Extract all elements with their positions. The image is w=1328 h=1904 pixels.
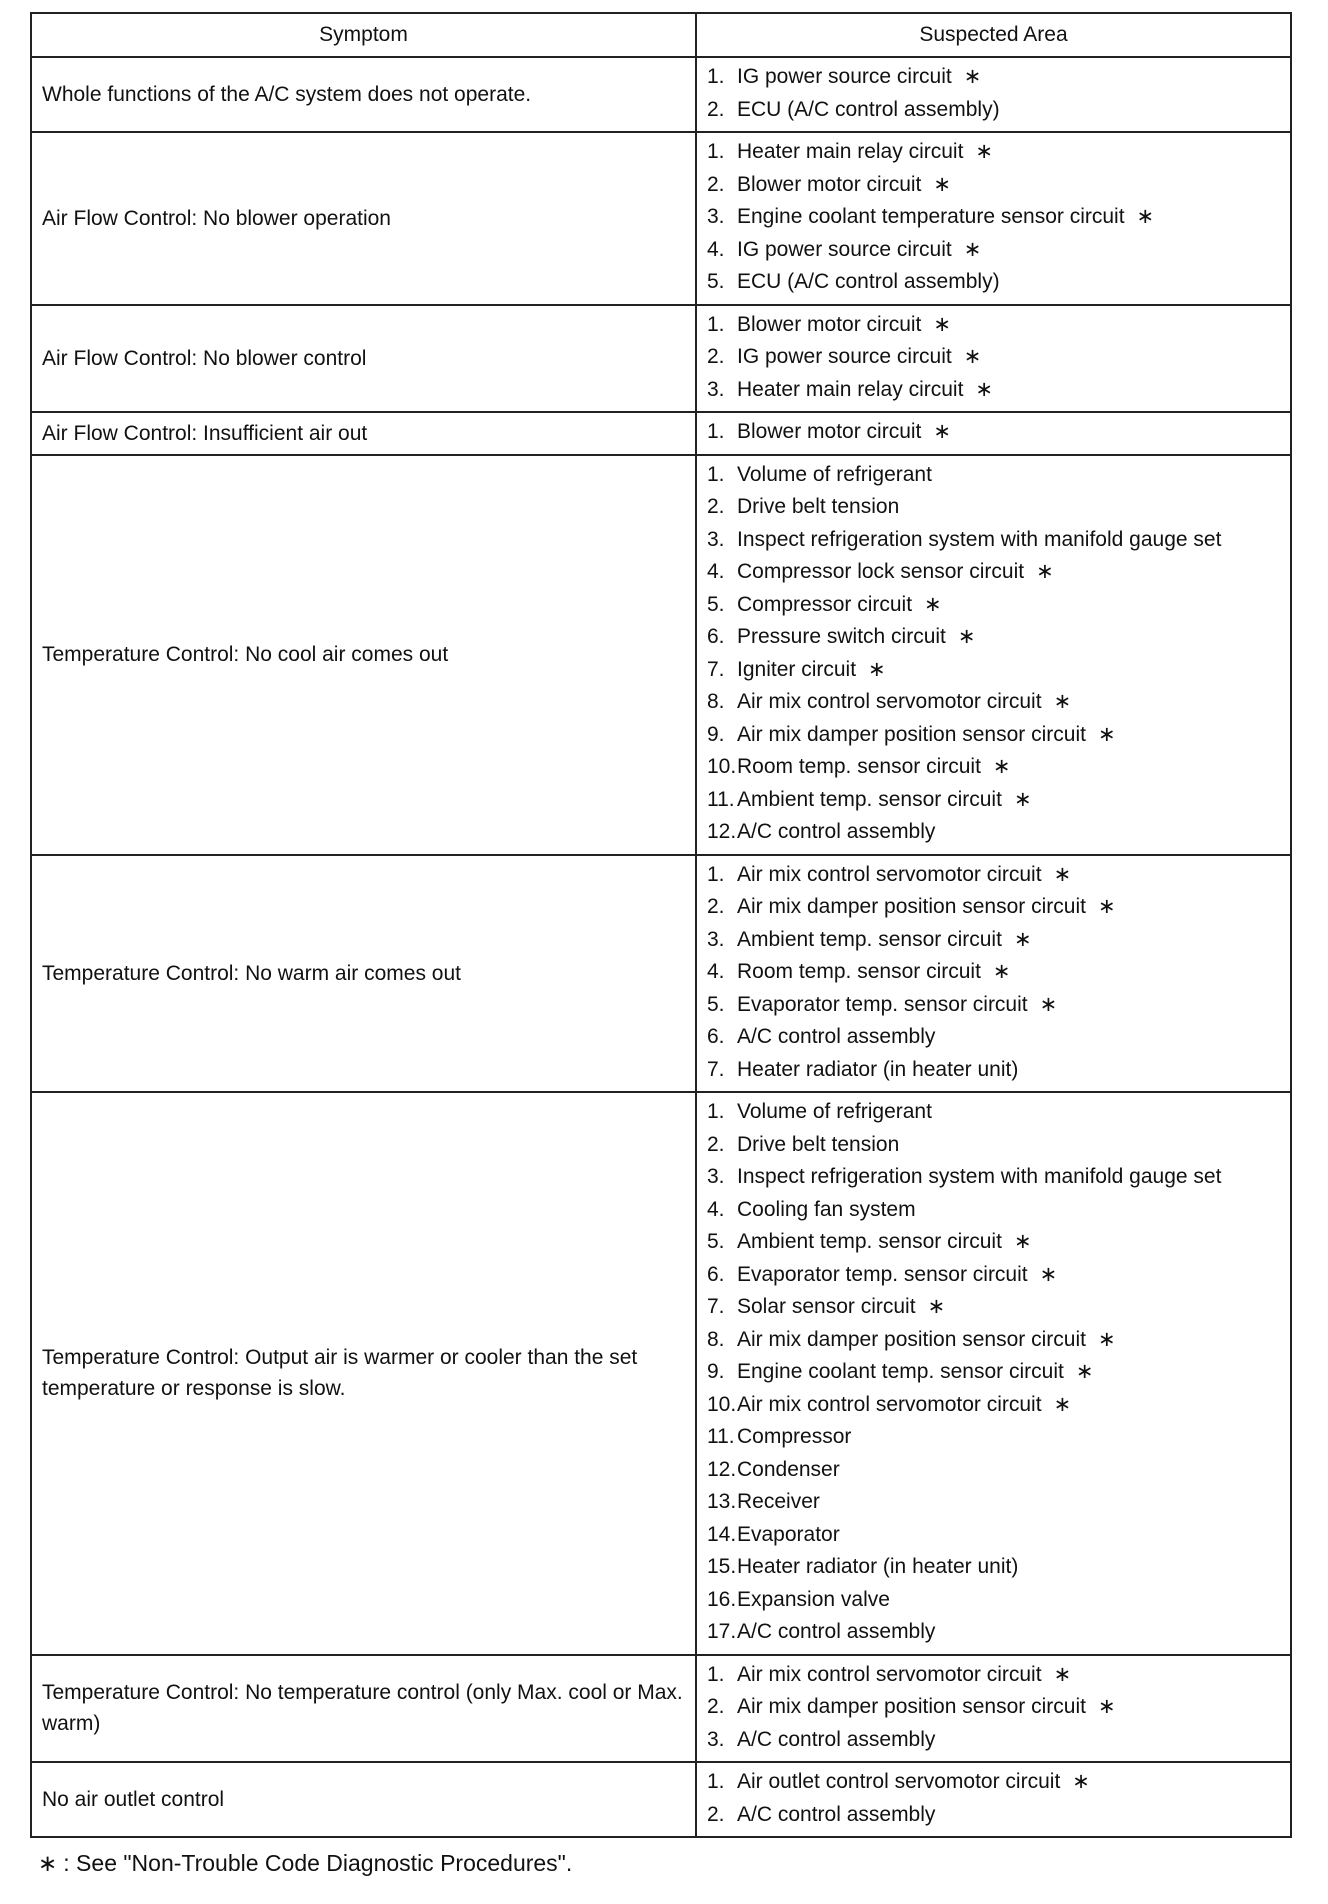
suspected-area-item: [707, 309, 1282, 342]
item-number: 1.: [707, 1100, 725, 1123]
item-number: 2.: [707, 895, 725, 918]
suspected-area-item: [707, 1161, 1282, 1194]
suspected-area-item: [707, 1096, 1282, 1129]
asterisk-icon: ∗: [1053, 862, 1072, 886]
suspected-area-item: [707, 459, 1282, 492]
suspected-area-item: [707, 956, 1282, 989]
asterisk-icon: ∗: [1072, 1770, 1090, 1793]
suspected-area-item: [707, 719, 1282, 752]
table-row: [31, 455, 1291, 855]
item-text: Air outlet control servomotor circuit: [737, 1770, 1061, 1793]
suspected-area-item: [707, 1616, 1282, 1649]
suspected-area-cell: [696, 132, 1291, 305]
item-number: 6.: [707, 625, 725, 648]
asterisk-icon: ∗: [1013, 927, 1032, 951]
item-number: 5.: [707, 592, 725, 616]
item-number: 2.: [707, 97, 725, 121]
suspected-area-item: [707, 61, 1282, 94]
suspected-area-item: [707, 1226, 1282, 1259]
item-text: Ambient temp. sensor circuit: [737, 1230, 1002, 1253]
item-text: Heater main relay circuit: [737, 377, 964, 401]
suspected-area-item: [707, 169, 1282, 202]
item-text: Pressure switch circuit: [737, 625, 946, 648]
item-number: 1.: [707, 65, 725, 88]
item-text: ECU (A/C control assembly): [737, 270, 1000, 293]
item-number: 3.: [707, 1727, 725, 1751]
suspected-area-item: [707, 1389, 1282, 1422]
table-row: [31, 1762, 1291, 1837]
suspected-area-cell: [696, 1655, 1291, 1763]
item-text: Solar sensor circuit: [737, 1295, 916, 1318]
item-number: 7.: [707, 1057, 725, 1081]
suspected-area-item: [707, 1799, 1282, 1832]
item-text: Room temp. sensor circuit: [737, 960, 981, 983]
asterisk-icon: ∗: [1053, 690, 1072, 713]
suspected-area-item: [707, 1551, 1282, 1584]
item-text: Engine coolant temperature sensor circuit: [737, 205, 1125, 228]
suspected-area-item: [707, 859, 1282, 892]
item-number: 3.: [707, 527, 725, 551]
table-row: [31, 305, 1291, 413]
item-number: 10.: [707, 755, 737, 778]
suspected-area-item: [707, 816, 1282, 849]
asterisk-icon: ∗: [992, 960, 1011, 983]
suspected-area-item: [707, 1324, 1282, 1357]
suspected-area-cell: [696, 455, 1291, 855]
suspected-area-item: [707, 234, 1282, 267]
symptom-cell: Air Flow Control: No blower control: [31, 305, 696, 413]
suspected-area-cell: [696, 57, 1291, 132]
item-text: Inspect refrigeration system with manifold gauge set: [737, 1165, 1222, 1188]
item-text: Air mix control servomotor circuit: [737, 690, 1042, 713]
item-number: 11.: [707, 1425, 735, 1448]
item-text: Receiver: [737, 1490, 820, 1513]
item-number: 5.: [707, 270, 725, 293]
suspected-area-item: [707, 1259, 1282, 1292]
suspected-area-item: [707, 266, 1282, 299]
item-number: 7.: [707, 657, 725, 681]
symptom-table: [30, 12, 1292, 1838]
item-text: Heater radiator (in heater unit): [737, 1555, 1019, 1578]
item-text: Blower motor circuit: [737, 312, 922, 336]
item-text: A/C control assembly: [737, 1025, 936, 1048]
table-row: [31, 412, 1291, 455]
suspected-area-item: [707, 1194, 1282, 1227]
item-number: 5.: [707, 992, 725, 1016]
item-text: Ambient temp. sensor circuit: [737, 787, 1002, 811]
item-number: 10.: [707, 1392, 737, 1416]
symptom-header: Symptom: [31, 13, 696, 57]
suspected-area-item: [707, 1584, 1282, 1617]
footnote: [38, 1850, 572, 1877]
symptom-cell: Temperature Control: No cool air comes out: [31, 455, 696, 855]
symptom-cell: Temperature Control: Output air is warmer or cooler than the set temperature or response is slow.: [31, 1092, 696, 1655]
asterisk-icon: ∗: [1013, 1230, 1032, 1253]
suspected-area-item: [707, 891, 1282, 924]
asterisk-icon: ∗: [963, 345, 982, 368]
item-number: 8.: [707, 1327, 725, 1351]
item-text: Compressor circuit: [737, 592, 913, 616]
suspected-area-item: [707, 654, 1282, 687]
item-number: 2.: [707, 1695, 725, 1718]
item-text: Blower motor circuit: [737, 420, 922, 443]
item-number: 4.: [707, 960, 725, 983]
suspected-area-item: [707, 784, 1282, 817]
item-text: Evaporator temp. sensor circuit: [737, 1262, 1028, 1286]
item-number: 12.: [707, 1457, 737, 1481]
item-text: Condenser: [737, 1457, 840, 1481]
item-text: Expansion valve: [737, 1587, 890, 1611]
item-text: Air mix damper position sensor circuit: [737, 722, 1086, 746]
item-text: Air mix control servomotor circuit: [737, 862, 1042, 886]
suspected-area-cell: [696, 855, 1291, 1093]
item-number: 1.: [707, 312, 725, 336]
item-text: Air mix damper position sensor circuit: [737, 895, 1086, 918]
asterisk-icon: ∗: [1053, 1662, 1072, 1686]
suspected-area-item: [707, 556, 1282, 589]
footnote-text: : See "Non-Trouble Code Diagnostic Procedures".: [63, 1850, 573, 1876]
item-number: 1.: [707, 420, 725, 443]
item-text: Air mix control servomotor circuit: [737, 1392, 1042, 1416]
symptom-cell: Air Flow Control: No blower operation: [31, 132, 696, 305]
item-number: 2.: [707, 495, 725, 518]
suspected-area-item: [707, 1291, 1282, 1324]
item-text: A/C control assembly: [737, 1620, 936, 1643]
symptom-cell: Temperature Control: No temperature control (only Max. cool or Max. warm): [31, 1655, 696, 1763]
suspected-area-item: [707, 201, 1282, 234]
suspected-area-item: [707, 1486, 1282, 1519]
item-number: 6.: [707, 1025, 725, 1048]
item-number: 1.: [707, 862, 725, 886]
diagnostic-sheet: [30, 12, 1290, 1838]
asterisk-icon: ∗: [1039, 1262, 1058, 1286]
item-text: ECU (A/C control assembly): [737, 97, 1000, 121]
suspected-area-item: [707, 989, 1282, 1022]
item-number: 4.: [707, 237, 725, 261]
item-number: 11.: [707, 787, 735, 811]
suspected-area-item: [707, 1421, 1282, 1454]
item-text: Blower motor circuit: [737, 172, 922, 196]
item-text: Evaporator: [737, 1522, 840, 1546]
suspected-area-item: [707, 341, 1282, 374]
asterisk-icon: ∗: [975, 140, 994, 163]
item-text: IG power source circuit: [737, 345, 952, 368]
item-text: IG power source circuit: [737, 65, 952, 88]
asterisk-icon: ∗: [963, 65, 982, 88]
item-number: 7.: [707, 1295, 725, 1318]
item-number: 3.: [707, 205, 725, 228]
item-number: 2.: [707, 172, 725, 196]
suspected-area-cell: [696, 305, 1291, 413]
suspected-area-item: [707, 1724, 1282, 1757]
item-number: 17.: [707, 1620, 737, 1643]
item-number: 5.: [707, 1230, 725, 1253]
asterisk-icon: ∗: [933, 420, 951, 443]
item-number: 4.: [707, 1197, 725, 1221]
asterisk-icon: ∗: [868, 657, 886, 681]
item-text: Air mix damper position sensor circuit: [737, 1695, 1086, 1718]
item-number: 4.: [707, 560, 725, 583]
item-text: Compressor: [737, 1425, 852, 1448]
asterisk-icon: ∗: [927, 1295, 946, 1318]
suspected-area-item: [707, 1356, 1282, 1389]
item-text: Ambient temp. sensor circuit: [737, 927, 1002, 951]
suspected-area-item: [707, 1454, 1282, 1487]
asterisk-icon: ∗: [933, 312, 951, 336]
item-text: Volume of refrigerant: [737, 1100, 932, 1123]
table-body: [31, 57, 1291, 1837]
item-number: 1.: [707, 1662, 725, 1686]
item-number: 6.: [707, 1262, 725, 1286]
asterisk-icon: ∗: [1136, 205, 1155, 228]
asterisk-icon: ∗: [1039, 992, 1058, 1016]
suspected-area-item: [707, 1659, 1282, 1692]
suspected-area-item: [707, 94, 1282, 127]
suspected-area-item: [707, 1519, 1282, 1552]
table-row: [31, 1655, 1291, 1763]
table-row: [31, 57, 1291, 132]
item-number: 8.: [707, 690, 725, 713]
suspected-area-item: [707, 136, 1282, 169]
item-text: A/C control assembly: [737, 1802, 936, 1826]
suspected-area-item: [707, 751, 1282, 784]
asterisk-icon: ∗: [963, 237, 982, 261]
item-text: A/C control assembly: [737, 820, 936, 843]
symptom-cell: Air Flow Control: Insufficient air out: [31, 412, 696, 455]
item-number: 1.: [707, 1770, 725, 1793]
asterisk-icon: ∗: [1097, 895, 1116, 918]
suspected-area-item: [707, 589, 1282, 622]
item-number: 16.: [707, 1587, 737, 1611]
item-number: 1.: [707, 462, 725, 486]
symptom-cell: No air outlet control: [31, 1762, 696, 1837]
asterisk-icon: ∗: [933, 172, 951, 196]
item-number: 12.: [707, 820, 737, 843]
item-text: Drive belt tension: [737, 495, 900, 518]
item-text: Compressor lock sensor circuit: [737, 560, 1025, 583]
item-number: 2.: [707, 1802, 725, 1826]
item-number: 9.: [707, 722, 725, 746]
suspected-area-cell: [696, 1762, 1291, 1837]
suspected-area-item: [707, 524, 1282, 557]
asterisk-icon: ∗: [38, 1850, 58, 1876]
item-number: 14.: [707, 1522, 737, 1546]
suspected-area-cell: [696, 412, 1291, 455]
table-row: [31, 1092, 1291, 1655]
item-number: 15.: [707, 1555, 737, 1578]
table-row: [31, 855, 1291, 1093]
asterisk-icon: ∗: [1097, 1695, 1116, 1718]
item-text: Heater radiator (in heater unit): [737, 1057, 1019, 1081]
suspected-area-cell: [696, 1092, 1291, 1655]
suspected-area-item: [707, 1129, 1282, 1162]
item-text: Igniter circuit: [737, 657, 857, 681]
symptom-cell: Temperature Control: No warm air comes out: [31, 855, 696, 1093]
item-text: Inspect refrigeration system with manifold gauge set: [737, 527, 1222, 551]
suspected-area-item: [707, 621, 1282, 654]
suspected-area-item: [707, 686, 1282, 719]
item-number: 1.: [707, 140, 725, 163]
suspected-area-item: [707, 1691, 1282, 1724]
symptom-cell: Whole functions of the A/C system does not operate.: [31, 57, 696, 132]
item-text: Engine coolant temp. sensor circuit: [737, 1360, 1064, 1383]
item-text: Cooling fan system: [737, 1197, 916, 1221]
item-text: Air mix control servomotor circuit: [737, 1662, 1042, 1686]
item-text: Air mix damper position sensor circuit: [737, 1327, 1086, 1351]
suspected-area-item: [707, 1054, 1282, 1087]
item-text: Volume of refrigerant: [737, 462, 932, 486]
item-text: Heater main relay circuit: [737, 140, 964, 163]
item-text: Drive belt tension: [737, 1132, 900, 1156]
table-row: [31, 132, 1291, 305]
asterisk-icon: ∗: [1097, 1327, 1116, 1351]
item-text: A/C control assembly: [737, 1727, 936, 1751]
suspected-area-item: [707, 491, 1282, 524]
item-text: Room temp. sensor circuit: [737, 755, 981, 778]
item-text: Evaporator temp. sensor circuit: [737, 992, 1028, 1016]
item-text: IG power source circuit: [737, 237, 952, 261]
suspected-area-item: [707, 416, 1282, 449]
asterisk-icon: ∗: [924, 592, 942, 616]
suspected-area-item: [707, 924, 1282, 957]
header-row: [31, 13, 1291, 57]
suspected-area-header: Suspected Area: [696, 13, 1291, 57]
suspected-area-item: [707, 374, 1282, 407]
item-number: 3.: [707, 1165, 725, 1188]
item-number: 9.: [707, 1360, 725, 1383]
item-number: 13.: [707, 1490, 737, 1513]
asterisk-icon: ∗: [1097, 722, 1116, 746]
item-number: 3.: [707, 377, 725, 401]
asterisk-icon: ∗: [1013, 787, 1032, 811]
asterisk-icon: ∗: [1075, 1360, 1094, 1383]
asterisk-icon: ∗: [1036, 560, 1054, 583]
suspected-area-item: [707, 1766, 1282, 1799]
asterisk-icon: ∗: [975, 377, 994, 401]
item-number: 2.: [707, 1132, 725, 1156]
asterisk-icon: ∗: [992, 755, 1011, 778]
asterisk-icon: ∗: [957, 625, 976, 648]
item-number: 2.: [707, 345, 725, 368]
item-number: 3.: [707, 927, 725, 951]
asterisk-icon: ∗: [1053, 1392, 1072, 1416]
suspected-area-item: [707, 1021, 1282, 1054]
